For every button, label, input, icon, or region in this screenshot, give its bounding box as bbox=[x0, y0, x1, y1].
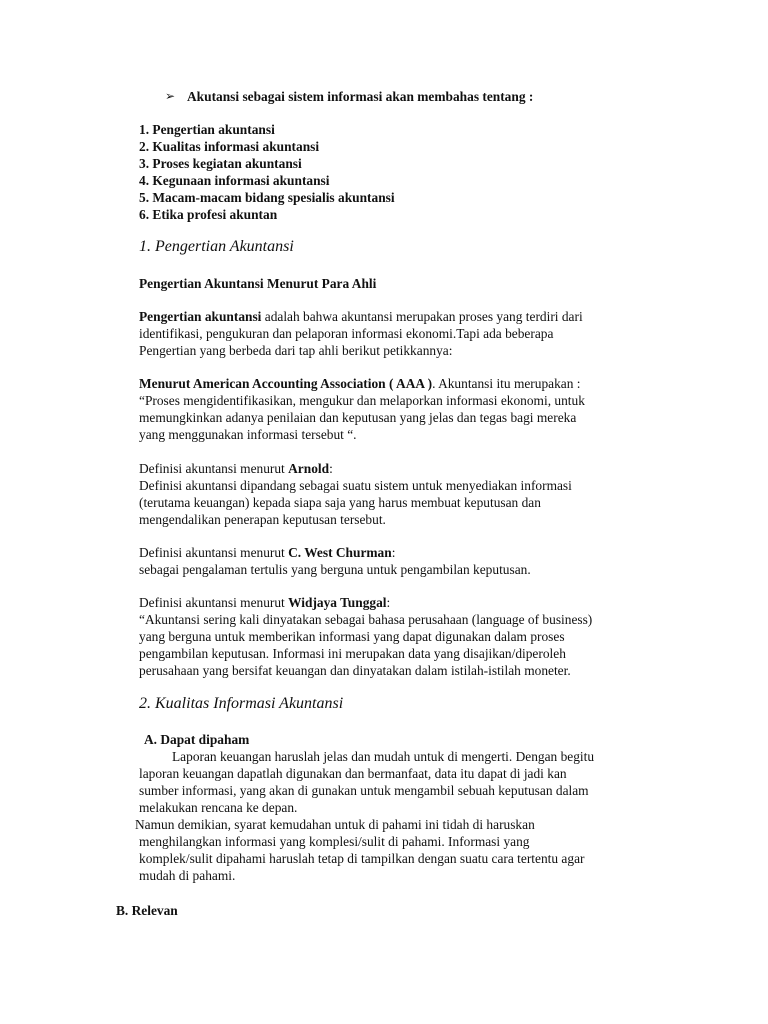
paragraph-line bbox=[139, 544, 395, 561]
toc-item: 3. Proses kegiatan akuntansi bbox=[139, 156, 302, 171]
text-run: adalah bahwa akuntansi merupakan proses yang terdiri dari bbox=[261, 309, 583, 324]
text-run: Definisi akuntansi menurut bbox=[139, 545, 289, 560]
bold-term: Widjaya Tunggal bbox=[288, 595, 387, 610]
subsection-a-title: A. Dapat dipaham bbox=[144, 732, 250, 747]
paragraph-line bbox=[139, 375, 581, 392]
paragraph-line: pengambilan keputusan. Informasi ini merupakan data yang disajikan/diperoleh bbox=[139, 646, 566, 661]
bold-term: Arnold bbox=[288, 461, 330, 476]
paragraph-line: memungkinkan adanya penilaian dan keputusan yang jelas dan tegas bagi mereka bbox=[139, 410, 577, 425]
paragraph-line: “Proses mengidentifikasikan, mengukur dan melaporkan informasi ekonomi, untuk bbox=[139, 393, 585, 408]
toc-item: 2. Kualitas informasi akuntansi bbox=[139, 139, 320, 154]
text-run: Definisi akuntansi menurut bbox=[139, 595, 289, 610]
subsection-b-title: B. Relevan bbox=[116, 903, 178, 918]
section2-heading: 2. Kualitas Informasi Akuntansi bbox=[139, 695, 344, 712]
paragraph-line bbox=[139, 594, 390, 611]
paragraph-line: “Akuntansi sering kali dinyatakan sebagai bahasa perusahaan (language of business) bbox=[139, 612, 593, 627]
paragraph-line: menghilangkan informasi yang komplesi/sulit di pahami. Informasi yang bbox=[139, 834, 530, 849]
bold-term: C. West Churman bbox=[288, 545, 392, 560]
toc-item: 6. Etika profesi akuntan bbox=[139, 207, 278, 222]
paragraph-line bbox=[139, 308, 583, 325]
paragraph-line: sumber informasi, yang akan di gunakan untuk mengambil sebuah keputusan dalam bbox=[139, 783, 589, 798]
text-run: . Akuntansi itu merupakan : bbox=[432, 376, 581, 391]
text-run: : bbox=[386, 595, 391, 610]
paragraph-line: yang berguna untuk memberikan informasi yang dapat digunakan dalam proses bbox=[139, 629, 565, 644]
toc-item: 1. Pengertian akuntansi bbox=[139, 122, 275, 137]
paragraph-line: melakukan rencana ke depan. bbox=[139, 800, 298, 815]
text-run: : bbox=[329, 461, 333, 476]
paragraph-line: yang menggunakan informasi tersebut “. bbox=[139, 427, 357, 442]
paragraph-line: perusahaan yang bersifat keuangan dan dinyatakan dalam istilah-istilah moneter. bbox=[139, 663, 571, 678]
bold-term: Pengertian akuntansi bbox=[139, 309, 262, 324]
intro-bullet bbox=[165, 88, 175, 104]
intro-text: Akutansi sebagai sistem informasi akan membahas tentang : bbox=[187, 89, 534, 104]
arrow-bullet-icon: ➢ bbox=[165, 89, 176, 103]
paragraph-line bbox=[139, 460, 333, 477]
paragraph-line: Definisi akuntansi dipandang sebagai suatu sistem untuk menyediakan informasi bbox=[139, 478, 572, 493]
paragraph-line: mudah di pahami. bbox=[139, 868, 236, 883]
paragraph-line: sebagai pengalaman tertulis yang berguna untuk pengambilan keputusan. bbox=[139, 562, 531, 577]
paragraph-line: identifikasi, pengukuran dan pelaporan informasi ekonomi.Tapi ada beberapa bbox=[139, 326, 554, 341]
paragraph-line: Laporan keuangan haruslah jelas dan mudah untuk di mengerti. Dengan begitu bbox=[172, 749, 595, 764]
section1-subheading: Pengertian Akuntansi Menurut Para Ahli bbox=[139, 276, 377, 291]
bold-term: Menurut American Accounting Association ( AAA ) bbox=[139, 376, 433, 391]
section1-heading: 1. Pengertian Akuntansi bbox=[139, 238, 294, 255]
paragraph-line: Pengertian yang berbeda dari tap ahli berikut petikkannya: bbox=[139, 343, 453, 358]
toc-item: 4. Kegunaan informasi akuntansi bbox=[139, 173, 330, 188]
paragraph-line: Namun demikian, syarat kemudahan untuk di pahami ini tidah di haruskan bbox=[135, 817, 535, 832]
toc-item: 5. Macam-macam bidang spesialis akuntansi bbox=[139, 190, 395, 205]
paragraph-line: laporan keuangan dapatlah digunakan dan bermanfaat, data itu dapat di jadi kan bbox=[139, 766, 567, 781]
text-run: Definisi akuntansi menurut bbox=[139, 461, 289, 476]
paragraph-line: mengendalikan penerapan keputusan tersebut. bbox=[139, 512, 386, 527]
paragraph-line: komplek/sulit dipahami haruslah tetap di tampilkan dengan suatu cara tertentu agar bbox=[139, 851, 585, 866]
text-run: : bbox=[391, 545, 396, 560]
paragraph-line: (terutama keuangan) kepada siapa saja yang harus membuat keputusan dan bbox=[139, 495, 541, 510]
